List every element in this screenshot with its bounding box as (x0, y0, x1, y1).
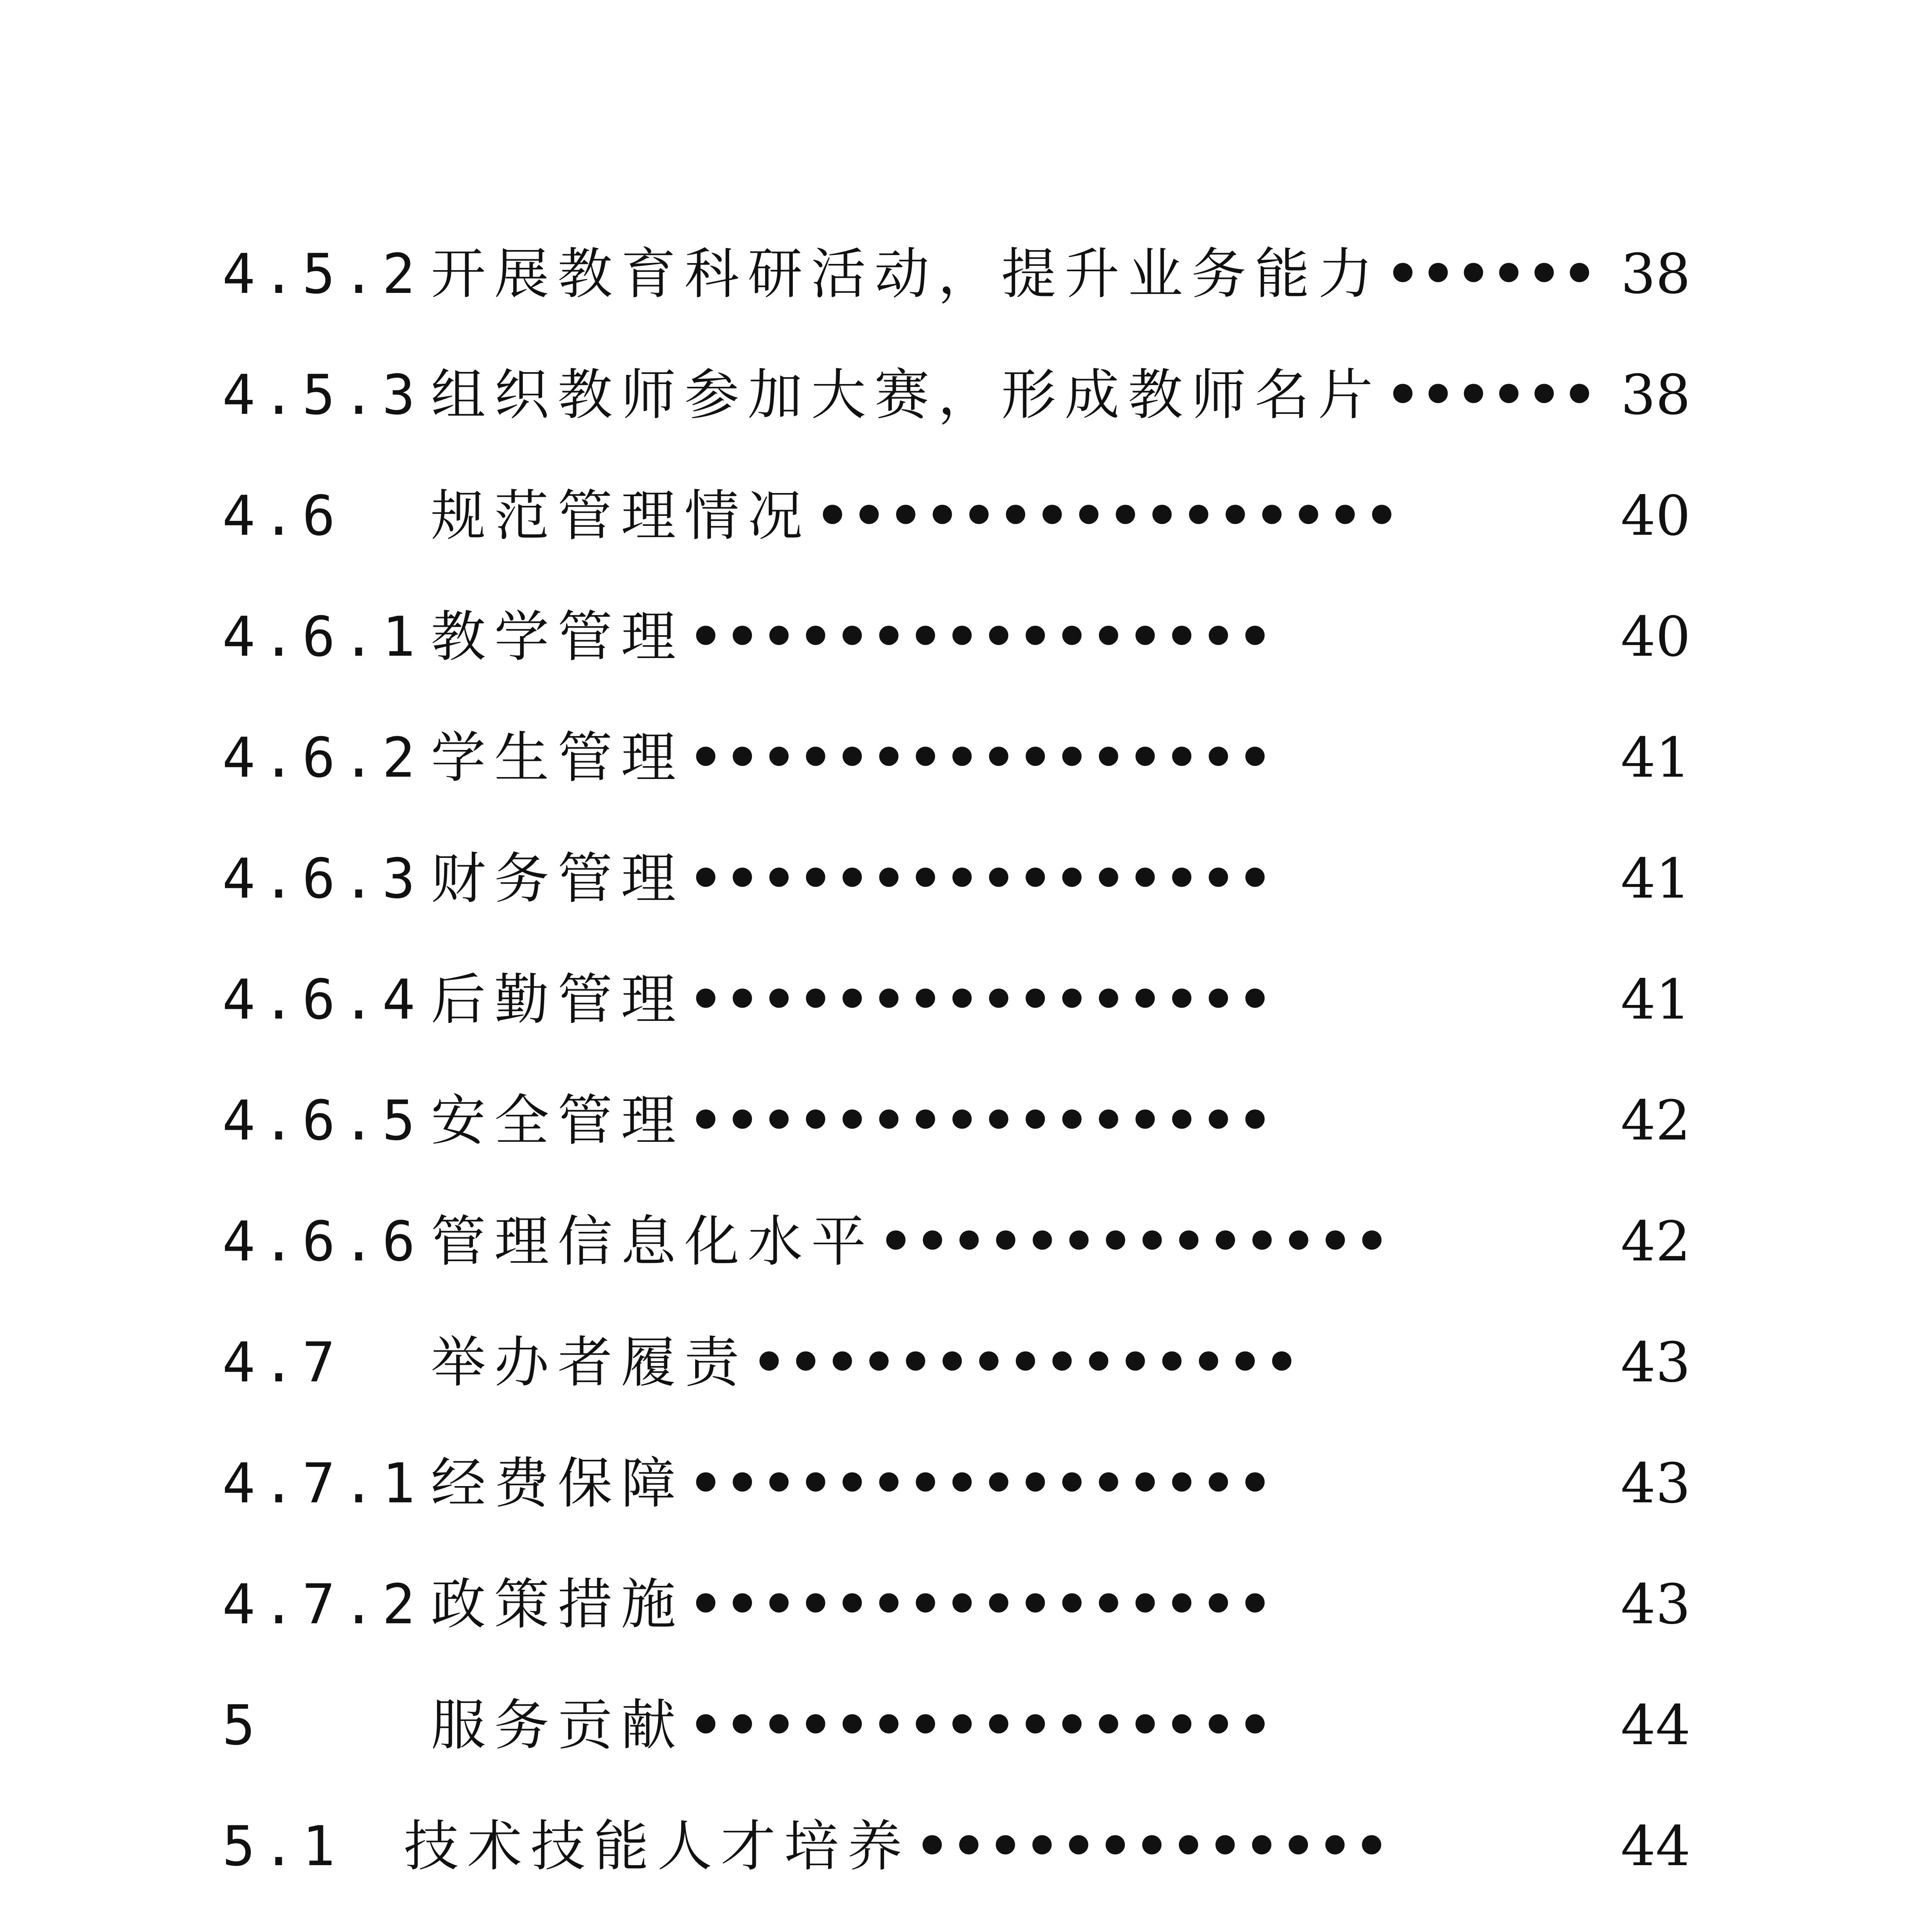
toc-entry-number: 4.7.1 (222, 1452, 422, 1515)
toc-entry-number: 4.6.6 (222, 1210, 422, 1274)
toc-entry[interactable] (222, 599, 1691, 676)
toc-entry-title: 技术技能人才培养 (404, 1815, 911, 1878)
toc-entry[interactable] (222, 840, 1691, 918)
toc-leader-dots: •••••••••••••• (878, 1210, 1391, 1274)
toc-leader-dots: •••••••••••••••• (688, 726, 1274, 790)
toc-entry-title: 规范管理情况 (431, 484, 811, 548)
toc-entry-title: 经费保障 (431, 1452, 684, 1515)
toc-entry[interactable] (222, 1445, 1691, 1522)
toc-leader-dots: ••••••••••••• (915, 1815, 1391, 1878)
toc-entry-title: 教学管理 (431, 605, 684, 669)
toc-entry-number: 5.1 (222, 1815, 342, 1878)
toc-leader-dots: •••••••••••••••• (815, 484, 1401, 548)
toc-leader-dots: •••••••••••••••• (688, 605, 1274, 669)
toc-entry-page-number: 40 (1621, 605, 1691, 669)
toc-entry-page-number: 42 (1621, 1089, 1691, 1153)
toc-entry-page-number: 43 (1621, 1331, 1691, 1395)
toc-entry[interactable] (222, 236, 1691, 313)
toc-entry-page-number: 42 (1621, 1210, 1691, 1274)
toc-entry-title: 举办者履责 (431, 1331, 748, 1395)
toc-entry-title: 后勤管理 (431, 968, 684, 1032)
toc-entry-title: 学生管理 (431, 726, 684, 790)
toc-entry-title: 安全管理 (431, 1089, 684, 1153)
toc-entry-number (222, 1929, 422, 1932)
toc-leader-dots: •••••••••••••••• (688, 1573, 1274, 1636)
toc-entry[interactable] (222, 1808, 1691, 1885)
toc-entry-number: 4.5.3 (222, 363, 422, 427)
toc-entry-title: 财务管理 (431, 847, 684, 911)
toc-entry[interactable] (222, 1929, 1691, 1932)
toc-entry[interactable] (222, 961, 1691, 1039)
toc-entry-page-number: 43 (1621, 1573, 1691, 1636)
toc-entry[interactable] (222, 478, 1691, 555)
toc-leader-dots: •••••••••••••••• (688, 1452, 1274, 1515)
toc-entry-number: 4.6.3 (222, 847, 422, 911)
toc-entry[interactable] (222, 1566, 1691, 1643)
toc-entry-page-number (1621, 1929, 1691, 1932)
toc-entry-page-number: 40 (1621, 484, 1691, 548)
toc-entry[interactable] (222, 1324, 1691, 1401)
toc-entry-number: 4.6.5 (222, 1089, 422, 1153)
toc-leader-dots: •••••••••••••••• (688, 1694, 1274, 1757)
toc-entry[interactable] (222, 1687, 1691, 1764)
toc-leader-dots: •••••• (1385, 242, 1597, 306)
toc-entry[interactable] (222, 1082, 1691, 1160)
toc-entry-page-number: 38 (1621, 363, 1691, 427)
toc-entry-number: 4.5.2 (222, 242, 422, 306)
toc-entry-page-number: 38 (1621, 242, 1691, 306)
toc-entry-title (404, 1929, 911, 1932)
toc-leader-dots: •••••••••••••••• (688, 847, 1274, 911)
toc-entry-number: 4.6 (222, 484, 342, 548)
toc-entry-title: 开展教育科研活动，提升业务能力 (431, 242, 1381, 306)
toc-entry-page-number: 43 (1621, 1452, 1691, 1515)
toc-entry-page-number: 44 (1621, 1694, 1691, 1757)
toc-entry-page-number: 44 (1621, 1815, 1691, 1878)
toc-leader-dots: •••••••••••••••• (688, 968, 1274, 1032)
toc-entry-page-number: 41 (1621, 726, 1691, 790)
toc-leader-dots (915, 1929, 1597, 1932)
toc-entry-number: 4.7 (222, 1331, 342, 1395)
toc-entry-number: 4.6.1 (222, 605, 422, 669)
toc-entry[interactable] (222, 357, 1691, 434)
toc-entry[interactable] (222, 719, 1691, 797)
toc-entry-title: 组织教师参加大赛，形成教师名片 (431, 363, 1381, 427)
toc-entry-number: 5 (222, 1694, 262, 1757)
toc-entry-title: 政策措施 (431, 1573, 684, 1636)
toc-entry-page-number: 41 (1621, 968, 1691, 1032)
toc-entry-number: 4.7.2 (222, 1573, 422, 1636)
toc-leader-dots: •••••••••••••••• (688, 1089, 1274, 1153)
toc-entry-title: 管理信息化水平 (431, 1210, 874, 1274)
toc-leader-dots: ••••••••••••••• (752, 1331, 1301, 1395)
toc-entry-number: 4.6.2 (222, 726, 422, 790)
toc-entry-number: 4.6.4 (222, 968, 422, 1032)
toc-leader-dots: •••••• (1385, 363, 1597, 427)
toc-entry-title: 服务贡献 (431, 1694, 684, 1757)
toc-entry[interactable] (222, 1203, 1691, 1281)
toc-entry-page-number: 41 (1621, 847, 1691, 911)
